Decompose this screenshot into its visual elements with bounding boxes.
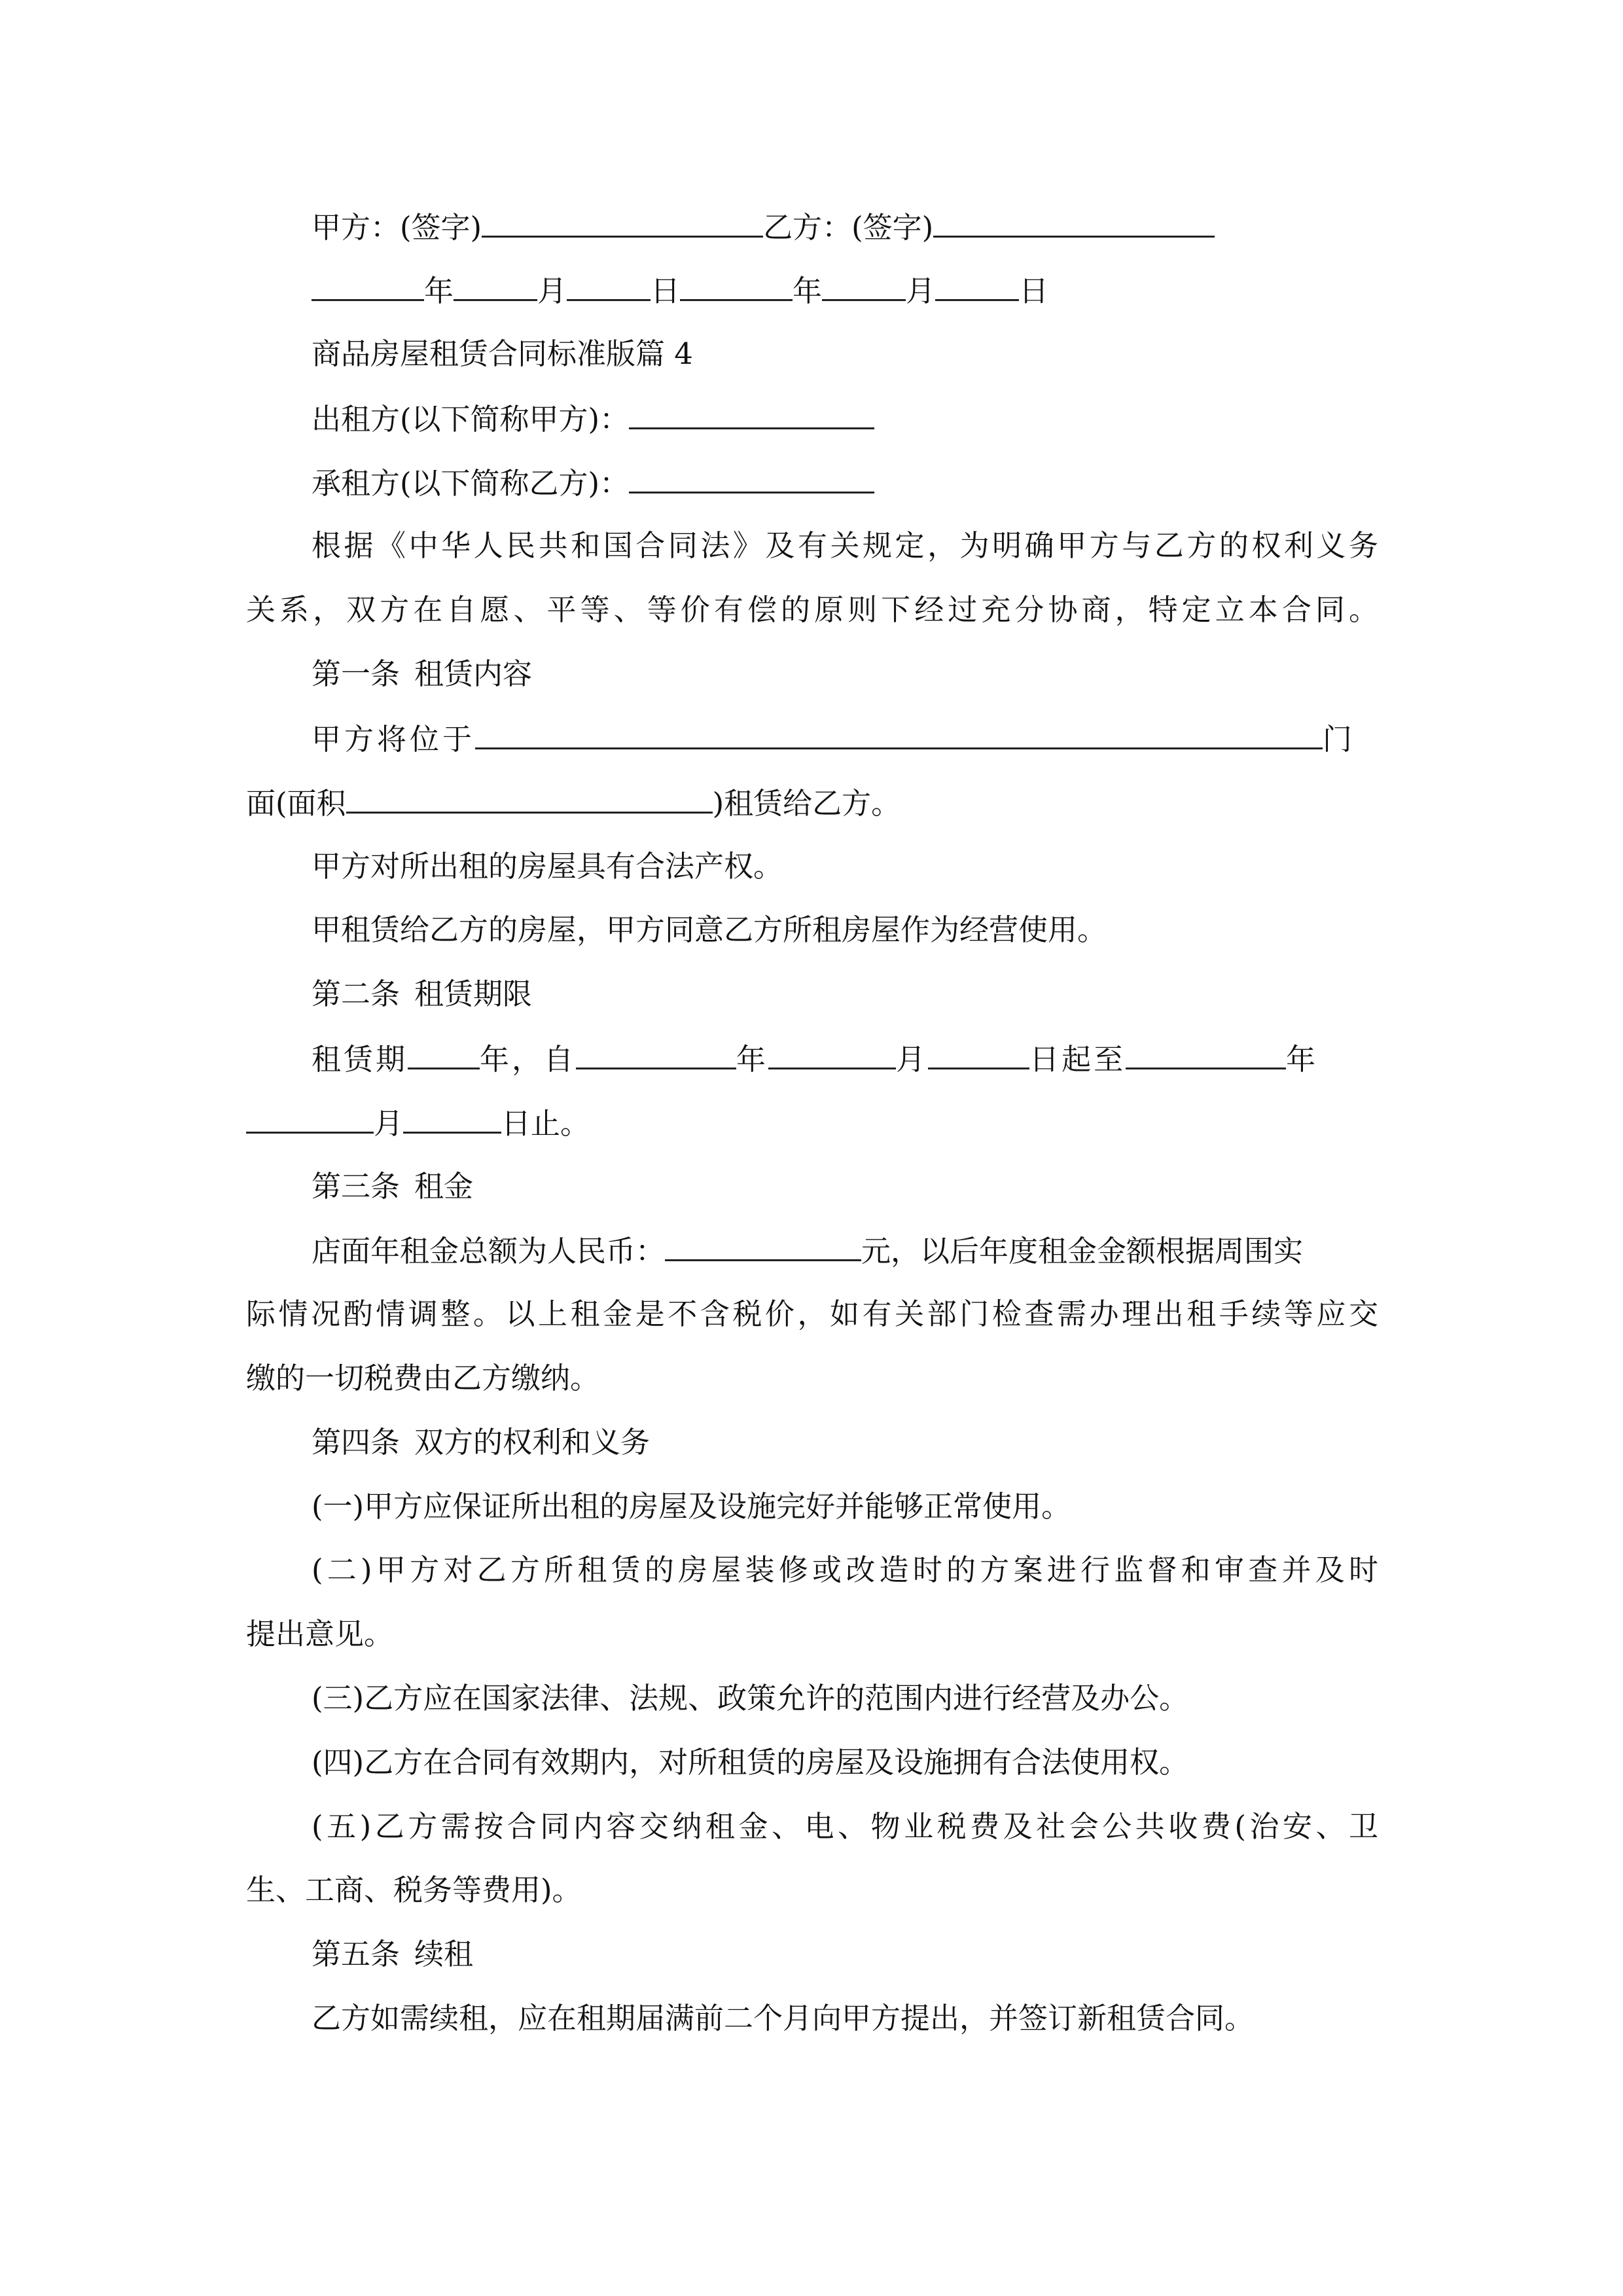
signature-date-line	[312, 270, 1378, 311]
term-years-blank[interactable]	[408, 1039, 480, 1069]
day-label: 日	[651, 274, 681, 308]
party-a-signature-label: 甲方：(签字)	[312, 210, 482, 245]
date-day-blank[interactable]	[567, 270, 651, 301]
party-b-signature-blank[interactable]	[933, 207, 1215, 238]
article-3-number: 第三条	[312, 1169, 401, 1204]
date-year-blank[interactable]	[312, 270, 424, 301]
rent-total-label: 店面年租金总额为人民币：	[312, 1234, 666, 1268]
contract-title: 商品房屋租赁合同标准版篇 4	[312, 336, 693, 371]
start-month-blank[interactable]	[768, 1039, 896, 1069]
article-1-paragraph-3: 甲方对所出租的房屋具有合法产权。	[312, 849, 783, 884]
start-month-label: 月	[896, 1042, 929, 1077]
date-month-blank-2[interactable]	[822, 270, 906, 301]
article-4-heading	[312, 1423, 1378, 1462]
article-1-paragraph-4: 甲租赁给乙方的房屋，甲方同意乙方所租房屋作为经营使用。	[312, 912, 1107, 947]
article-3-paragraph-3: 缴的一切税费由乙方缴纳。	[246, 1361, 600, 1395]
party-b-signature-label: 乙方：(签字)	[763, 210, 934, 245]
start-day-label: 日起至	[1029, 1042, 1126, 1077]
area-suffix: )租赁给乙方。	[712, 786, 901, 821]
article-1-heading	[312, 655, 1378, 694]
year-label: 年	[424, 274, 454, 308]
article-1-location-line	[312, 719, 1378, 759]
article-2-title: 租赁期限	[414, 977, 533, 1011]
signature-line	[312, 207, 1378, 247]
lessor-blank[interactable]	[629, 399, 874, 429]
party-a-signature-blank[interactable]	[482, 207, 763, 238]
article-1-area-line	[246, 783, 1378, 823]
lessor-line	[312, 399, 1378, 439]
storefront-label: 门	[1323, 722, 1356, 757]
location-blank[interactable]	[475, 719, 1323, 749]
article-2-term-line	[312, 1039, 1378, 1079]
date-month-blank[interactable]	[454, 270, 537, 301]
start-year-label: 年	[736, 1042, 769, 1077]
article-4-item-5: (五)乙方需按合同内容交纳租金、电、物业税费及社会公共收费(治安、卫	[312, 1809, 1378, 1844]
article-5-paragraph-1: 乙方如需续租，应在租期届满前二个月向甲方提出，并签订新租赁合同。	[312, 2001, 1255, 2036]
month-label-2: 月	[906, 274, 936, 308]
date-day-blank-2[interactable]	[935, 270, 1019, 301]
year-label-2: 年	[793, 274, 823, 308]
end-day-blank[interactable]	[403, 1103, 501, 1134]
article-4-number: 第四条	[312, 1425, 401, 1460]
start-day-blank[interactable]	[928, 1039, 1029, 1069]
article-3-rent-line	[312, 1230, 1378, 1271]
article-1-title: 租赁内容	[414, 656, 533, 691]
day-label-2: 日	[1019, 274, 1049, 308]
article-2-term-line-2	[246, 1103, 1378, 1143]
area-blank[interactable]	[346, 783, 713, 814]
article-4-item-3: (三)乙方应在国家法律、法规、政策允许的范围内进行经营及办公。	[312, 1681, 1189, 1715]
article-4-title: 双方的权利和义务	[414, 1425, 651, 1460]
end-month-blank[interactable]	[246, 1103, 374, 1134]
article-5-heading	[312, 1935, 1378, 1974]
article-4-item-2-cont: 提出意见。	[246, 1617, 394, 1651]
preamble-line-2: 关系，双方在自愿、平等、等价有偿的原则下经过充分协商，特定立本合同。	[246, 592, 1378, 627]
article-2-heading	[312, 975, 1378, 1014]
end-month-label: 月	[374, 1106, 404, 1141]
rent-total-suffix: 元，以后年度租金金额根据周围实	[861, 1234, 1304, 1268]
lessor-label: 出租方(以下简称甲方)：	[312, 402, 630, 437]
article-5-number: 第五条	[312, 1937, 401, 1971]
lessee-label: 承租方(以下简称乙方)：	[312, 466, 630, 501]
area-label: 面(面积	[246, 786, 346, 821]
article-2-number: 第二条	[312, 977, 401, 1011]
article-4-item-4: (四)乙方在合同有效期内，对所租赁的房屋及设施拥有合法使用权。	[312, 1745, 1189, 1780]
end-year-label: 年	[1286, 1042, 1319, 1077]
article-4-item-5-cont: 生、工商、税务等费用)。	[246, 1873, 582, 1907]
preamble-line-1: 根据《中华人民共和国合同法》及有关规定，为明确甲方与乙方的权利义务	[312, 528, 1378, 563]
term-from-label: 年，自	[480, 1042, 577, 1077]
lessee-line	[312, 463, 1378, 503]
article-3-paragraph-2: 际情况酌情调整。以上租金是不含税价，如有关部门检查需办理出租手续等应交	[246, 1297, 1378, 1331]
end-day-label: 日止。	[501, 1106, 590, 1141]
location-label: 甲方将位于	[312, 722, 476, 757]
article-3-title: 租金	[414, 1169, 474, 1204]
article-5-title: 续租	[414, 1937, 474, 1971]
article-1-number: 第一条	[312, 656, 401, 691]
date-year-blank-2[interactable]	[680, 270, 793, 301]
term-label: 租赁期	[312, 1042, 408, 1077]
article-3-heading	[312, 1167, 1378, 1206]
article-4-item-1: (一)甲方应保证所出租的房屋及设施完好并能够正常使用。	[312, 1489, 1071, 1524]
article-4-item-2: (二)甲方对乙方所租赁的房屋装修或改造时的方案进行监督和审查并及时	[312, 1552, 1378, 1587]
rent-amount-blank[interactable]	[665, 1230, 861, 1261]
lessee-blank[interactable]	[629, 463, 874, 493]
end-year-blank[interactable]	[1126, 1039, 1286, 1069]
start-year-blank[interactable]	[576, 1039, 736, 1069]
month-label: 月	[537, 274, 567, 308]
